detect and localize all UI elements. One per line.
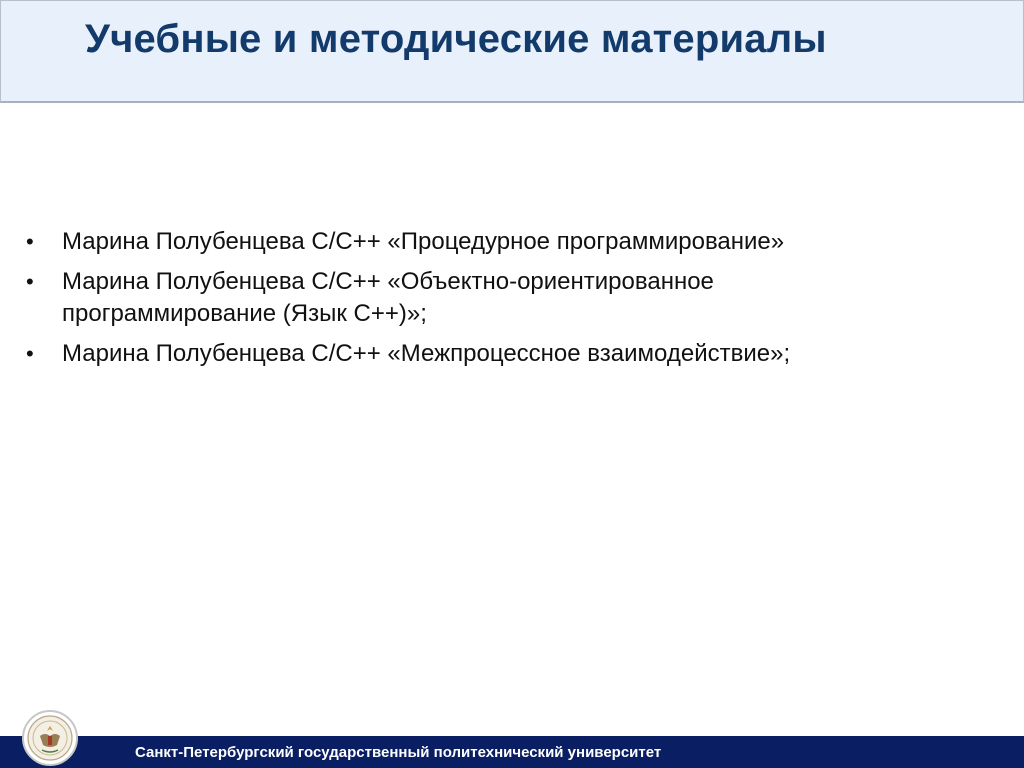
title-bar xyxy=(0,0,1024,103)
bullet-item-3 xyxy=(0,338,1000,370)
bullet-text-line-2: программирование (Язык С++)»; xyxy=(62,300,427,327)
university-emblem-icon xyxy=(22,710,78,766)
bullet-list xyxy=(0,226,1000,378)
bullet-marker: • xyxy=(26,269,34,294)
bullet-text-line-1: Марина Полубенцева С/С++ «Объектно-ориентированное xyxy=(62,268,714,295)
footer-university-name: Санкт-Петербургский государственный политехнический университет xyxy=(135,744,662,761)
slide-title: Учебные и методические материалы xyxy=(85,17,827,61)
bullet-item-2 xyxy=(0,266,1000,330)
bullet-text: Марина Полубенцева С/С++ «Межпроцессное взаимодействие»; xyxy=(62,340,791,367)
bullet-marker: • xyxy=(26,341,34,366)
bullet-marker: • xyxy=(26,229,34,254)
bullet-text: Марина Полубенцева С/С++ «Процедурное программирование» xyxy=(62,228,785,255)
footer-bar xyxy=(0,736,1024,768)
bullet-item-1 xyxy=(0,226,1000,258)
